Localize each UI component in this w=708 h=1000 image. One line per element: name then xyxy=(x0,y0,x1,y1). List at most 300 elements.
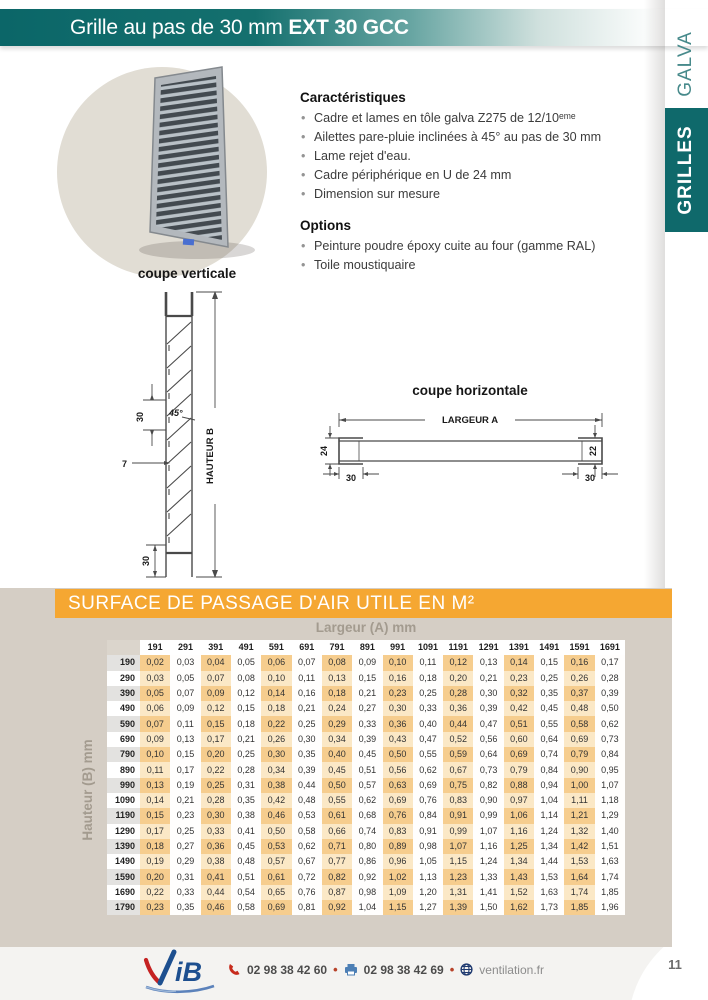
bullet-item: • Lame rejet d'eau. xyxy=(300,147,670,166)
surface-value-cell: 0,23 xyxy=(504,671,534,686)
column-header: 1091 xyxy=(413,640,443,655)
surface-value-cell: 0,48 xyxy=(292,793,322,808)
surface-value-cell: 0,34 xyxy=(261,762,291,777)
surface-value-cell: 0,65 xyxy=(261,885,291,900)
surface-value-cell: 0,25 xyxy=(534,671,564,686)
surface-value-cell: 0,14 xyxy=(504,655,534,670)
surface-value-cell: 0,21 xyxy=(352,686,382,701)
surface-value-cell: 0,06 xyxy=(261,655,291,670)
column-header: 1691 xyxy=(595,640,625,655)
column-header: 1491 xyxy=(534,640,564,655)
surface-value-cell: 0,76 xyxy=(292,885,322,900)
surface-value-cell: 0,30 xyxy=(383,701,413,716)
surface-value-cell: 0,21 xyxy=(473,671,503,686)
surface-value-cell: 0,05 xyxy=(231,655,261,670)
row-header: 1290 xyxy=(107,824,140,839)
surface-value-cell: 0,58 xyxy=(231,900,261,915)
column-header: 891 xyxy=(352,640,382,655)
surface-value-cell: 0,43 xyxy=(383,732,413,747)
surface-value-cell: 0,37 xyxy=(564,686,594,701)
surface-value-cell: 0,79 xyxy=(504,762,534,777)
surface-value-cell: 0,73 xyxy=(595,732,625,747)
surface-value-cell: 0,15 xyxy=(534,655,564,670)
table-row xyxy=(107,732,625,747)
page-title-product-code: EXT 30 GCC xyxy=(288,16,409,39)
surface-value-cell: 0,80 xyxy=(352,839,382,854)
surface-value-cell: 0,98 xyxy=(352,885,382,900)
phone-icon xyxy=(228,963,241,976)
surface-value-cell: 0,91 xyxy=(413,824,443,839)
specs-list xyxy=(300,109,670,204)
surface-value-cell: 0,63 xyxy=(383,778,413,793)
surface-value-cell: 0,07 xyxy=(292,655,322,670)
specs-heading: Caractéristiques xyxy=(300,90,406,105)
surface-value-cell: 0,45 xyxy=(231,839,261,854)
surface-value-cell: 0,41 xyxy=(201,869,231,884)
phone-number: 02 98 38 42 60 xyxy=(247,962,328,977)
table-row xyxy=(107,885,625,900)
bullet-item: • Cadre et lames en tôle galva Z275 de 12/10ᵉᵐᵉ xyxy=(300,109,670,128)
surface-value-cell: 0,09 xyxy=(352,655,382,670)
surface-value-cell: 0,61 xyxy=(261,869,291,884)
surface-value-cell: 0,42 xyxy=(504,701,534,716)
surface-value-cell: 0,64 xyxy=(534,732,564,747)
surface-value-cell: 0,11 xyxy=(170,716,200,731)
surface-value-cell: 0,58 xyxy=(292,824,322,839)
surface-value-cell: 1,63 xyxy=(534,885,564,900)
row-header: 490 xyxy=(107,701,140,716)
surface-value-cell: 0,50 xyxy=(595,701,625,716)
surface-value-cell: 0,67 xyxy=(443,762,473,777)
horizontal-section-title: coupe horizontale xyxy=(412,383,528,398)
column-header: 591 xyxy=(261,640,291,655)
surface-value-cell: 0,17 xyxy=(201,732,231,747)
surface-value-cell: 1,24 xyxy=(473,854,503,869)
surface-value-cell: 0,58 xyxy=(564,716,594,731)
surface-value-cell: 0,64 xyxy=(473,747,503,762)
surface-value-cell: 0,48 xyxy=(564,701,594,716)
surface-value-cell: 1,27 xyxy=(413,900,443,915)
dim-angle-label: 45° xyxy=(169,408,183,418)
surface-value-cell: 0,74 xyxy=(352,824,382,839)
surface-value-cell: 0,69 xyxy=(261,900,291,915)
surface-value-cell: 0,91 xyxy=(443,808,473,823)
column-header: 291 xyxy=(170,640,200,655)
surface-value-cell: 1,31 xyxy=(443,885,473,900)
surface-value-cell: 0,07 xyxy=(140,716,170,731)
surface-value-cell: 0,62 xyxy=(352,793,382,808)
surface-value-cell: 0,57 xyxy=(352,778,382,793)
surface-value-cell: 0,08 xyxy=(322,655,352,670)
surface-value-cell: 1,50 xyxy=(473,900,503,915)
surface-value-cell: 0,51 xyxy=(352,762,382,777)
surface-value-cell: 0,15 xyxy=(231,701,261,716)
surface-value-cell: 0,62 xyxy=(595,716,625,731)
surface-value-cell: 0,09 xyxy=(170,701,200,716)
surface-value-cell: 0,13 xyxy=(170,732,200,747)
surface-value-cell: 0,62 xyxy=(413,762,443,777)
surface-value-cell: 0,25 xyxy=(201,778,231,793)
surface-value-cell: 1,40 xyxy=(595,824,625,839)
surface-value-cell: 0,35 xyxy=(170,900,200,915)
separator-dot: • xyxy=(449,962,455,977)
page-curl-shadow xyxy=(644,0,665,588)
surface-value-cell: 0,40 xyxy=(413,716,443,731)
surface-value-cell: 0,23 xyxy=(170,808,200,823)
page-header xyxy=(0,9,708,46)
surface-value-cell: 0,67 xyxy=(292,854,322,869)
bullet-item: • Dimension sur mesure xyxy=(300,185,670,204)
surface-value-cell: 0,18 xyxy=(231,716,261,731)
surface-value-cell: 0,30 xyxy=(473,686,503,701)
column-header: 391 xyxy=(201,640,231,655)
surface-value-cell: 0,56 xyxy=(473,732,503,747)
column-header: 791 xyxy=(322,640,352,655)
surface-value-cell: 0,03 xyxy=(170,655,200,670)
largeur-axis-label: Largeur (A) mm xyxy=(315,620,417,635)
table-row xyxy=(107,686,625,701)
surface-value-cell: 1,33 xyxy=(473,869,503,884)
surface-value-cell: 0,84 xyxy=(534,762,564,777)
column-header: 1391 xyxy=(504,640,534,655)
surface-value-cell: 1,51 xyxy=(595,839,625,854)
surface-value-cell: 0,35 xyxy=(292,747,322,762)
surface-value-cell: 0,51 xyxy=(231,869,261,884)
surface-value-cell: 0,53 xyxy=(292,808,322,823)
surface-value-cell: 0,79 xyxy=(564,747,594,762)
specs-block xyxy=(300,90,670,275)
row-header: 1090 xyxy=(107,793,140,808)
surface-value-cell: 0,27 xyxy=(352,701,382,716)
surface-value-cell: 0,10 xyxy=(261,671,291,686)
surface-value-cell: 1,43 xyxy=(504,869,534,884)
surface-value-cell: 0,76 xyxy=(383,808,413,823)
surface-value-cell: 1,34 xyxy=(504,854,534,869)
surface-value-cell: 0,39 xyxy=(473,701,503,716)
surface-value-cell: 0,27 xyxy=(170,839,200,854)
surface-value-cell: 0,14 xyxy=(261,686,291,701)
surface-value-cell: 0,51 xyxy=(504,716,534,731)
surface-value-cell: 1,85 xyxy=(564,900,594,915)
surface-value-cell: 0,36 xyxy=(443,701,473,716)
largeur-a-label: LARGEUR A xyxy=(441,415,499,426)
surface-value-cell: 1,39 xyxy=(443,900,473,915)
surface-value-cell: 0,22 xyxy=(261,716,291,731)
row-header: 390 xyxy=(107,686,140,701)
row-header: 290 xyxy=(107,671,140,686)
surface-value-cell: 0,38 xyxy=(231,808,261,823)
surface-value-cell: 0,69 xyxy=(504,747,534,762)
surface-value-cell: 0,98 xyxy=(413,839,443,854)
surface-value-cell: 0,47 xyxy=(413,732,443,747)
surface-value-cell: 1,29 xyxy=(595,808,625,823)
table-row xyxy=(107,671,625,686)
surface-value-cell: 0,33 xyxy=(413,701,443,716)
surface-value-cell: 0,60 xyxy=(504,732,534,747)
grille-image xyxy=(150,67,228,247)
surface-value-cell: 1,21 xyxy=(564,808,594,823)
surface-value-cell: 0,30 xyxy=(201,808,231,823)
surface-value-cell: 1,73 xyxy=(534,900,564,915)
table-row xyxy=(107,824,625,839)
surface-value-cell: 0,12 xyxy=(201,701,231,716)
separator-dot: • xyxy=(333,962,338,977)
table-row xyxy=(107,808,625,823)
column-header: 491 xyxy=(231,640,261,655)
surface-value-cell: 0,29 xyxy=(170,854,200,869)
surface-value-cell: 0,22 xyxy=(201,762,231,777)
surface-value-cell: 0,82 xyxy=(322,869,352,884)
bullet-item: • Cadre périphérique en U de 24 mm xyxy=(300,166,670,185)
surface-value-cell: 0,42 xyxy=(261,793,291,808)
surface-value-cell: 0,44 xyxy=(201,885,231,900)
surface-value-cell: 0,96 xyxy=(383,854,413,869)
row-header: 890 xyxy=(107,762,140,777)
page-number: 11 xyxy=(668,957,682,972)
fax-number: 02 98 38 42 69 xyxy=(363,962,444,977)
dim-lip-label: 7 xyxy=(122,459,128,469)
column-header: 1191 xyxy=(443,640,473,655)
surface-value-cell: 0,21 xyxy=(292,701,322,716)
surface-value-cell: 1,74 xyxy=(564,885,594,900)
surface-value-cell: 0,33 xyxy=(201,824,231,839)
surface-value-cell: 0,52 xyxy=(443,732,473,747)
surface-value-cell: 0,28 xyxy=(443,686,473,701)
surface-value-cell: 0,69 xyxy=(564,732,594,747)
row-header: 1490 xyxy=(107,854,140,869)
website-link: ventilation.fr xyxy=(479,962,544,977)
row-header: 1690 xyxy=(107,885,140,900)
surface-value-cell: 0,35 xyxy=(231,793,261,808)
table-row xyxy=(107,793,625,808)
surface-value-cell: 0,31 xyxy=(170,869,200,884)
surface-value-cell: 0,35 xyxy=(534,686,564,701)
surface-value-cell: 0,66 xyxy=(322,824,352,839)
dim-30-left-label: 30 xyxy=(345,473,357,483)
surface-value-cell: 0,74 xyxy=(534,747,564,762)
table-row xyxy=(107,762,625,777)
surface-value-cell: 0,92 xyxy=(352,869,382,884)
surface-value-cell: 0,10 xyxy=(140,747,170,762)
surface-value-cell: 0,26 xyxy=(261,732,291,747)
contact-line xyxy=(228,962,544,977)
surface-value-cell: 0,40 xyxy=(322,747,352,762)
surface-value-cell: 0,50 xyxy=(261,824,291,839)
surface-value-cell: 0,32 xyxy=(504,686,534,701)
page-title-regular: Grille au pas de 30 mm xyxy=(70,16,289,39)
surface-value-cell: 0,18 xyxy=(322,686,352,701)
surface-value-cell: 1,07 xyxy=(443,839,473,854)
surface-value-cell: 0,48 xyxy=(231,854,261,869)
surface-value-cell: 0,15 xyxy=(352,671,382,686)
surface-value-cell: 0,10 xyxy=(383,655,413,670)
product-photo xyxy=(45,58,285,283)
surface-value-cell: 0,53 xyxy=(261,839,291,854)
table-corner-cell xyxy=(107,640,140,655)
surface-value-cell: 0,44 xyxy=(443,716,473,731)
row-header: 1190 xyxy=(107,808,140,823)
column-header: 1591 xyxy=(564,640,594,655)
surface-value-cell: 0,61 xyxy=(322,808,352,823)
dim-pitch-label: 30 xyxy=(135,411,145,423)
hauteur-b-label: HAUTEUR B xyxy=(205,428,216,484)
surface-value-cell: 0,46 xyxy=(201,900,231,915)
surface-value-cell: 0,25 xyxy=(292,716,322,731)
surface-value-cell: 0,16 xyxy=(383,671,413,686)
surface-value-cell: 0,11 xyxy=(140,762,170,777)
surface-value-cell: 0,13 xyxy=(473,655,503,670)
bullet-item: • Ailettes pare-pluie inclinées à 45° au pas de 30 mm xyxy=(300,128,670,147)
surface-value-cell: 0,09 xyxy=(140,732,170,747)
surface-value-cell: 0,12 xyxy=(443,655,473,670)
surface-banner: SURFACE DE PASSAGE D'AIR UTILE EN M² xyxy=(55,589,672,618)
column-header: 191 xyxy=(140,640,170,655)
surface-value-cell: 0,18 xyxy=(140,839,170,854)
surface-value-cell: 1,06 xyxy=(504,808,534,823)
surface-value-cell: 0,26 xyxy=(564,671,594,686)
surface-value-cell: 0,39 xyxy=(292,762,322,777)
surface-value-cell: 0,39 xyxy=(595,686,625,701)
surface-value-cell: 0,47 xyxy=(473,716,503,731)
surface-value-cell: 0,17 xyxy=(595,655,625,670)
bullet-item: • Toile moustiquaire xyxy=(300,256,670,275)
surface-value-cell: 0,25 xyxy=(413,686,443,701)
column-header: 1291 xyxy=(473,640,503,655)
surface-value-cell: 0,36 xyxy=(383,716,413,731)
surface-value-cell: 0,87 xyxy=(322,885,352,900)
surface-value-cell: 0,16 xyxy=(292,686,322,701)
surface-value-cell: 0,88 xyxy=(504,778,534,793)
surface-value-cell: 0,30 xyxy=(261,747,291,762)
surface-value-cell: 0,15 xyxy=(140,808,170,823)
category-label-bold: GRILLES xyxy=(675,125,696,215)
surface-value-cell: 1,07 xyxy=(595,778,625,793)
surface-value-cell: 1,62 xyxy=(504,900,534,915)
category-label-light: GALVA xyxy=(675,31,696,97)
table-row xyxy=(107,778,625,793)
surface-value-cell: 0,45 xyxy=(352,747,382,762)
options-list xyxy=(300,237,670,275)
surface-value-cell: 0,22 xyxy=(140,885,170,900)
surface-value-cell: 0,82 xyxy=(473,778,503,793)
surface-value-cell: 0,59 xyxy=(443,747,473,762)
column-header: 691 xyxy=(292,640,322,655)
surface-value-cell: 0,21 xyxy=(170,793,200,808)
surface-value-cell: 0,25 xyxy=(170,824,200,839)
surface-value-cell: 1,96 xyxy=(595,900,625,915)
surface-value-cell: 0,34 xyxy=(322,732,352,747)
surface-value-cell: 0,62 xyxy=(292,839,322,854)
surface-value-cell: 0,14 xyxy=(140,793,170,808)
surface-value-cell: 0,19 xyxy=(170,778,200,793)
surface-value-cell: 0,30 xyxy=(292,732,322,747)
surface-value-cell: 0,24 xyxy=(322,701,352,716)
surface-value-cell: 0,21 xyxy=(231,732,261,747)
surface-value-cell: 0,46 xyxy=(261,808,291,823)
surface-value-cell: 1,13 xyxy=(413,869,443,884)
column-header: 991 xyxy=(383,640,413,655)
surface-value-cell: 0,45 xyxy=(534,701,564,716)
surface-value-cell: 0,44 xyxy=(292,778,322,793)
surface-value-cell: 0,29 xyxy=(322,716,352,731)
surface-value-cell: 1,14 xyxy=(534,808,564,823)
surface-value-cell: 0,28 xyxy=(231,762,261,777)
surface-value-cell: 0,56 xyxy=(383,762,413,777)
surface-value-cell: 1,25 xyxy=(504,839,534,854)
surface-value-cell: 0,39 xyxy=(352,732,382,747)
table-row xyxy=(107,655,625,670)
surface-value-cell: 0,38 xyxy=(261,778,291,793)
surface-value-cell: 0,45 xyxy=(322,762,352,777)
vib-logo xyxy=(138,948,220,996)
surface-value-cell: 0,09 xyxy=(201,686,231,701)
surface-value-cell: 0,13 xyxy=(322,671,352,686)
surface-value-cell: 0,33 xyxy=(352,716,382,731)
surface-value-cell: 0,86 xyxy=(352,854,382,869)
surface-value-cell: 0,84 xyxy=(595,747,625,762)
surface-value-cell: 0,03 xyxy=(140,671,170,686)
dim-24-label: 24 xyxy=(319,445,329,457)
surface-value-cell: 0,55 xyxy=(413,747,443,762)
surface-value-cell: 1,20 xyxy=(413,885,443,900)
surface-value-cell: 0,28 xyxy=(595,671,625,686)
surface-value-cell: 0,69 xyxy=(383,793,413,808)
row-header: 790 xyxy=(107,747,140,762)
table-row xyxy=(107,716,625,731)
surface-value-cell: 0,36 xyxy=(201,839,231,854)
surface-value-cell: 1,44 xyxy=(534,854,564,869)
surface-value-cell: 1,74 xyxy=(595,869,625,884)
surface-value-cell: 0,15 xyxy=(201,716,231,731)
surface-value-cell: 0,06 xyxy=(140,701,170,716)
surface-value-cell: 1,04 xyxy=(534,793,564,808)
surface-value-cell: 0,13 xyxy=(140,778,170,793)
row-header: 990 xyxy=(107,778,140,793)
surface-value-cell: 0,83 xyxy=(383,824,413,839)
surface-value-cell: 1,34 xyxy=(534,839,564,854)
surface-value-cell: 0,05 xyxy=(170,671,200,686)
surface-value-cell: 1,11 xyxy=(564,793,594,808)
surface-value-cell: 0,54 xyxy=(231,885,261,900)
surface-value-cell: 0,07 xyxy=(170,686,200,701)
surface-value-cell: 0,83 xyxy=(443,793,473,808)
surface-value-cell: 0,75 xyxy=(443,778,473,793)
surface-value-cell: 0,12 xyxy=(231,686,261,701)
surface-value-cell: 0,76 xyxy=(413,793,443,808)
vertical-section-title: coupe verticale xyxy=(137,266,237,281)
table-row xyxy=(107,854,625,869)
surface-value-cell: 0,55 xyxy=(322,793,352,808)
surface-value-cell: 1,23 xyxy=(443,869,473,884)
surface-value-cell: 0,23 xyxy=(383,686,413,701)
row-header: 1790 xyxy=(107,900,140,915)
surface-value-cell: 0,15 xyxy=(170,747,200,762)
horizontal-section-drawing xyxy=(315,405,625,490)
surface-value-cell: 0,95 xyxy=(595,762,625,777)
surface-value-cell: 0,16 xyxy=(564,655,594,670)
surface-value-cell: 1,15 xyxy=(383,900,413,915)
surface-value-cell: 0,57 xyxy=(261,854,291,869)
svg-text:iB: iB xyxy=(175,957,202,987)
surface-value-cell: 0,68 xyxy=(352,808,382,823)
surface-value-cell: 0,69 xyxy=(413,778,443,793)
row-header: 590 xyxy=(107,716,140,731)
surface-value-cell: 0,90 xyxy=(473,793,503,808)
surface-value-cell: 0,71 xyxy=(322,839,352,854)
surface-value-cell: 0,55 xyxy=(534,716,564,731)
surface-value-cell: 0,20 xyxy=(443,671,473,686)
surface-value-cell: 1,24 xyxy=(534,824,564,839)
